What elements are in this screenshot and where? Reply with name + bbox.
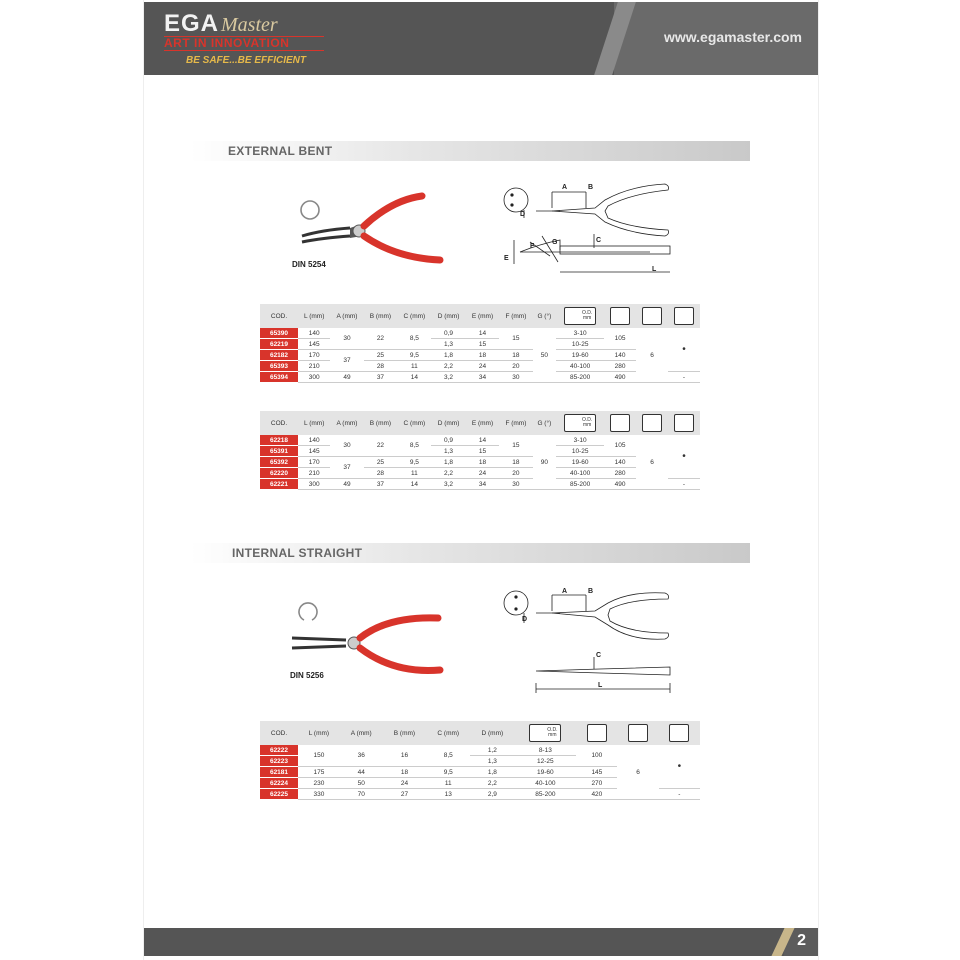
col-header-g: G (°) (533, 304, 557, 328)
section-bar-external-bent (190, 141, 750, 161)
col-header-a: A (mm) (330, 304, 363, 328)
cell-a: 44 (340, 767, 383, 778)
product-code[interactable]: 62181 (260, 767, 298, 778)
cell-d: 1,3 (431, 339, 465, 350)
cell-f: 20 (499, 468, 532, 479)
col-header-e: E (mm) (466, 411, 500, 435)
col-header-c: C (mm) (397, 304, 431, 328)
external-bent-pliers-illustration (292, 188, 452, 268)
section-bar-internal-straight (190, 543, 750, 563)
weight-icon (587, 724, 607, 742)
product-code[interactable]: 62218 (260, 435, 298, 446)
cell-weight: 270 (576, 778, 617, 789)
spec-table-internal-straight (260, 721, 700, 800)
product-code[interactable]: 62219 (260, 339, 298, 350)
cell-c: 14 (397, 479, 431, 490)
dim-label-g: G (552, 239, 558, 246)
cell-d: 2,2 (431, 468, 465, 479)
cell-a: 49 (330, 372, 363, 383)
dim-label-c: C (596, 237, 602, 244)
cell-weight: 140 (604, 350, 636, 361)
od-label: O.D. mm (582, 417, 593, 428)
logo-tagline: BE SAFE...BE EFFICIENT (186, 55, 307, 66)
table-header-row (260, 411, 700, 435)
dim-label-l: L (598, 682, 603, 689)
cell-od: 40-100 (514, 778, 576, 789)
table-row (260, 328, 700, 339)
cell-a: 36 (340, 745, 383, 767)
table-row (260, 468, 700, 479)
cell-weight: 280 (604, 468, 636, 479)
cell-od: 12-25 (514, 756, 576, 767)
col-header-l: L (mm) (298, 411, 330, 435)
col-header-od (556, 304, 604, 328)
cell-b: 37 (364, 372, 398, 383)
table-header-row (260, 721, 700, 745)
product-code[interactable]: 62221 (260, 479, 298, 490)
product-code[interactable]: 65392 (260, 457, 298, 468)
cell-b: 22 (364, 435, 398, 457)
page-footer (144, 928, 818, 956)
col-header-cod: COD. (260, 304, 298, 328)
cell-weight: 140 (604, 457, 636, 468)
cell-b: 24 (383, 778, 426, 789)
col-header-l: L (mm) (298, 304, 330, 328)
cell-e: 34 (466, 372, 500, 383)
cell-weight: 420 (576, 789, 617, 800)
calculator-icon (674, 414, 694, 432)
cell-od: 19-60 (556, 350, 604, 361)
cell-stock: - (668, 479, 700, 490)
cell-e: 18 (466, 457, 500, 468)
cell-od: 85-200 (556, 479, 604, 490)
col-header-cod: COD. (260, 411, 298, 435)
logo-ega: EGA (164, 10, 220, 37)
cell-f: 20 (499, 361, 532, 372)
calculator-icon (669, 724, 689, 742)
product-code[interactable]: 62223 (260, 756, 298, 767)
cell-c: 9,5 (397, 350, 431, 361)
cell-c: 9,5 (397, 457, 431, 468)
cell-l: 170 (298, 350, 330, 361)
cell-stock: - (659, 789, 700, 800)
dim-label-a: A (562, 184, 568, 191)
table-row (260, 745, 700, 756)
col-header-f: F (mm) (499, 304, 532, 328)
cell-e: 34 (466, 479, 500, 490)
page-number: 2 (797, 932, 806, 949)
cell-l: 330 (298, 789, 340, 800)
col-header-weight (604, 304, 636, 328)
cell-b: 18 (383, 767, 426, 778)
col-header-stock (659, 721, 700, 745)
website-link[interactable]: www.egamaster.com (664, 29, 802, 45)
cell-od: 85-200 (556, 372, 604, 383)
cell-od: 19-60 (514, 767, 576, 778)
cell-od: 85-200 (514, 789, 576, 800)
ring-diameter-icon (564, 307, 596, 325)
cell-od: 3-10 (556, 328, 604, 339)
col-header-pack (617, 721, 658, 745)
cell-c: 11 (397, 361, 431, 372)
cell-c: 11 (397, 468, 431, 479)
cell-c: 8,5 (397, 328, 431, 350)
cell-e: 15 (466, 446, 500, 457)
cell-f: 18 (499, 457, 532, 468)
product-code[interactable]: 65394 (260, 372, 298, 383)
retaining-ring-icon (299, 603, 317, 620)
weight-icon (610, 414, 630, 432)
cell-a: 37 (330, 350, 363, 372)
product-code[interactable]: 62182 (260, 350, 298, 361)
table-row (260, 350, 700, 361)
cell-a: 70 (340, 789, 383, 800)
col-header-weight (604, 411, 636, 435)
page-header (144, 2, 818, 75)
weight-icon (610, 307, 630, 325)
ring-diameter-icon (564, 414, 596, 432)
cell-b: 22 (364, 328, 398, 350)
cell-od: 19-60 (556, 457, 604, 468)
cell-l: 170 (298, 457, 330, 468)
cell-c: 8,5 (397, 435, 431, 457)
catalog-page (143, 0, 819, 960)
cell-b: 25 (364, 457, 398, 468)
cell-e: 15 (466, 339, 500, 350)
col-header-pack (636, 411, 668, 435)
cell-d: 1,3 (470, 756, 514, 767)
cell-stock: • (668, 328, 700, 372)
col-header-e: E (mm) (466, 304, 500, 328)
cell-a: 37 (330, 457, 363, 479)
cell-od: 8-13 (514, 745, 576, 756)
product-code[interactable]: 62220 (260, 468, 298, 479)
cell-f: 30 (499, 372, 532, 383)
col-header-c: C (mm) (397, 411, 431, 435)
table-row (260, 479, 700, 490)
cell-f: 18 (499, 350, 532, 361)
package-icon (642, 307, 662, 325)
spec-table-external-bent-90 (260, 411, 700, 490)
cell-od: 10-25 (556, 446, 604, 457)
cell-l: 300 (298, 479, 330, 490)
logo-slogan: ART IN INNOVATION (164, 36, 324, 51)
ring-diameter-icon (529, 724, 561, 742)
cell-c: 9,5 (426, 767, 470, 778)
pliers-icon (302, 196, 440, 260)
cell-d: 2,2 (470, 778, 514, 789)
dim-label-l: L (652, 266, 657, 273)
cell-l: 145 (298, 446, 330, 457)
logo-master: Master (221, 14, 278, 36)
cell-a: 50 (340, 778, 383, 789)
pliers-icon (292, 618, 440, 671)
col-header-d: D (mm) (431, 304, 465, 328)
col-header-a: A (mm) (330, 411, 363, 435)
cell-c: 14 (397, 372, 431, 383)
cell-d: 0,9 (431, 435, 465, 446)
din-label-5254: DIN 5254 (292, 260, 326, 269)
col-header-d: D (mm) (470, 721, 514, 745)
cell-e: 24 (466, 361, 500, 372)
product-code[interactable]: 62222 (260, 745, 298, 756)
egamaster-logo (164, 10, 324, 66)
spec-table-external-bent-50 (260, 304, 700, 383)
calculator-icon (674, 307, 694, 325)
col-header-od (514, 721, 576, 745)
col-header-b: B (mm) (383, 721, 426, 745)
cell-weight: 100 (576, 745, 617, 767)
package-icon (628, 724, 648, 742)
cell-pack: 6 (636, 328, 668, 383)
cell-d: 1,2 (470, 745, 514, 756)
cell-d: 2,2 (431, 361, 465, 372)
cell-c: 8,5 (426, 745, 470, 767)
col-header-cod: COD. (260, 721, 298, 745)
package-icon (642, 414, 662, 432)
dim-label-b: B (588, 184, 594, 191)
col-header-l: L (mm) (298, 721, 340, 745)
product-code[interactable]: 65393 (260, 361, 298, 372)
external-bent-technical-diagram (500, 178, 680, 278)
cell-l: 140 (298, 435, 330, 446)
cell-g: 90 (533, 435, 557, 490)
cell-a: 49 (330, 479, 363, 490)
cell-b: 27 (383, 789, 426, 800)
cell-weight: 490 (604, 372, 636, 383)
cell-stock: - (668, 372, 700, 383)
table-row (260, 457, 700, 468)
cell-l: 230 (298, 778, 340, 789)
cell-c: 11 (426, 778, 470, 789)
od-label: O.D. mm (547, 727, 558, 738)
col-header-pack (636, 304, 668, 328)
cell-od: 40-100 (556, 361, 604, 372)
dim-label-d: D (522, 616, 528, 623)
cell-d: 1,8 (470, 767, 514, 778)
dim-label-d: D (520, 211, 526, 218)
cell-b: 28 (364, 468, 398, 479)
col-header-f: F (mm) (499, 411, 532, 435)
table-header-row (260, 304, 700, 328)
section-title: EXTERNAL BENT (228, 144, 333, 158)
cell-l: 175 (298, 767, 340, 778)
col-header-b: B (mm) (364, 411, 398, 435)
internal-straight-technical-diagram (500, 585, 680, 697)
cell-pack: 6 (636, 435, 668, 490)
col-header-b: B (mm) (364, 304, 398, 328)
cell-l: 210 (298, 361, 330, 372)
col-header-weight (576, 721, 617, 745)
cell-l: 140 (298, 328, 330, 339)
cell-g: 50 (533, 328, 557, 383)
cell-b: 16 (383, 745, 426, 767)
cell-e: 14 (466, 328, 500, 339)
col-header-c: C (mm) (426, 721, 470, 745)
cell-d: 1,8 (431, 350, 465, 361)
cell-pack: 6 (617, 745, 658, 800)
cell-od: 40-100 (556, 468, 604, 479)
cell-f: 15 (499, 435, 532, 457)
cell-weight: 280 (604, 361, 636, 372)
cell-e: 24 (466, 468, 500, 479)
cell-c: 13 (426, 789, 470, 800)
cell-d: 3,2 (431, 479, 465, 490)
cell-weight: 145 (576, 767, 617, 778)
product-code[interactable]: 65390 (260, 328, 298, 339)
retaining-ring-icon (301, 201, 319, 219)
dim-label-b: B (588, 588, 594, 595)
table-row (260, 435, 700, 446)
cell-d: 0,9 (431, 328, 465, 339)
cell-od: 10-25 (556, 339, 604, 350)
product-code[interactable]: 65391 (260, 446, 298, 457)
od-label: O.D. mm (582, 310, 593, 321)
cell-d: 1,3 (431, 446, 465, 457)
cell-l: 145 (298, 339, 330, 350)
cell-d: 2,9 (470, 789, 514, 800)
col-header-od (556, 411, 604, 435)
dim-label-a: A (562, 588, 568, 595)
cell-d: 1,8 (431, 457, 465, 468)
cell-e: 14 (466, 435, 500, 446)
cell-l: 210 (298, 468, 330, 479)
cell-a: 30 (330, 435, 363, 457)
section-title: INTERNAL STRAIGHT (232, 546, 363, 560)
col-header-stock (668, 304, 700, 328)
cell-l: 300 (298, 372, 330, 383)
col-header-stock (668, 411, 700, 435)
cell-a: 30 (330, 328, 363, 350)
table-row (260, 361, 700, 372)
cell-od: 3-10 (556, 435, 604, 446)
product-code[interactable]: 62224 (260, 778, 298, 789)
col-header-a: A (mm) (340, 721, 383, 745)
dim-label-e: E (504, 255, 509, 262)
col-header-g: G (°) (533, 411, 557, 435)
cell-weight: 105 (604, 328, 636, 350)
cell-d: 3,2 (431, 372, 465, 383)
cell-weight: 490 (604, 479, 636, 490)
product-code[interactable]: 62225 (260, 789, 298, 800)
cell-l: 150 (298, 745, 340, 767)
internal-straight-pliers-illustration (288, 598, 448, 678)
cell-weight: 105 (604, 435, 636, 457)
col-header-d: D (mm) (431, 411, 465, 435)
cell-b: 28 (364, 361, 398, 372)
cell-e: 18 (466, 350, 500, 361)
table-row (260, 372, 700, 383)
cell-b: 25 (364, 350, 398, 361)
cell-f: 30 (499, 479, 532, 490)
cell-stock: • (668, 435, 700, 479)
dim-label-f: F (530, 243, 535, 250)
cell-stock: • (659, 745, 700, 789)
dim-label-c: C (596, 652, 602, 659)
cell-f: 15 (499, 328, 532, 350)
cell-b: 37 (364, 479, 398, 490)
din-label-5256: DIN 5256 (290, 671, 324, 680)
